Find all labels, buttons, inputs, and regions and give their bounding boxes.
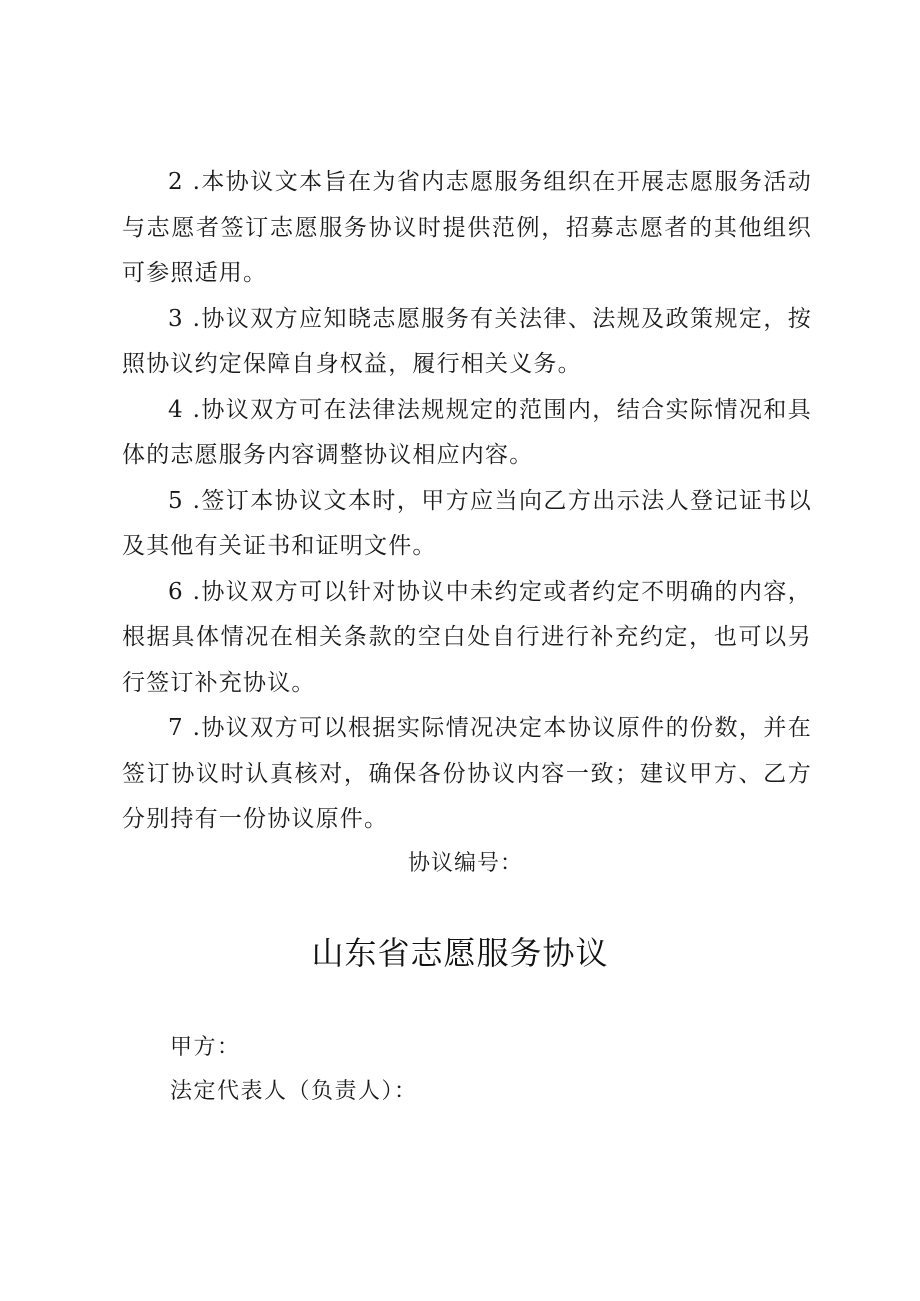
note-item-5: 5 .签订本协议文本时，甲方应当向乙方出示法人登记证书以及其他有关证书和证明文件。 (122, 487, 812, 559)
document-title: 山东省志愿服务协议 (311, 934, 609, 972)
note-item-6: 6 .协议双方可以针对协议中未约定或者约定不明确的内容，根据具体情况在相关条款的空白处自行进行补充约定，也可以另行签订补充协议。 (122, 578, 812, 696)
notes-section (122, 160, 812, 843)
note-item-4: 4 .协议双方可在法律法规规定的范围内，结合实际情况和具体的志愿服务内容调整协议相应内容。 (122, 396, 812, 468)
note-item-3: 3 .协议双方应知晓志愿服务有关法律、法规及政策规定，按照协议约定保障自身权益，履行相关义务。 (122, 305, 812, 377)
agreement-number-label: 协议编号： (408, 851, 524, 876)
note-item-2: 2 .本协议文本旨在为省内志愿服务组织在开展志愿服务活动与志愿者签订志愿服务协议时提供范例，招募志愿者的其他组织可参照适用。 (122, 169, 812, 286)
note-item-7: 7 .协议双方可以根据实际情况决定本协议原件的份数，并在签订协议时认真核对，确保各份协议内容一致；建议甲方、乙方分别持有一份协议原件。 (122, 715, 812, 832)
party-a-label: 甲方： (170, 1035, 241, 1060)
legal-representative-label: 法定代表人（负责人）： (170, 1079, 418, 1104)
